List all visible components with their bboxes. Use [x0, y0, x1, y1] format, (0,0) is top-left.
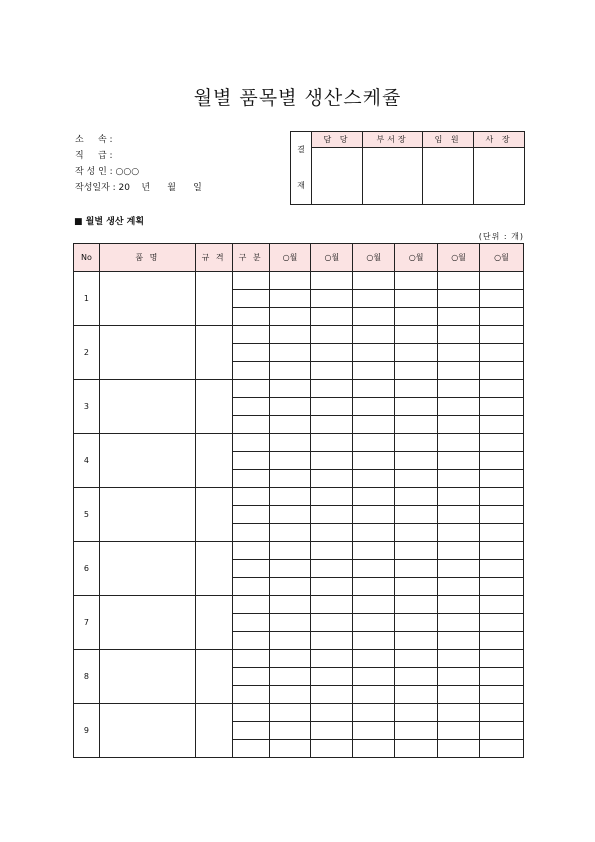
month-value-cell[interactable]	[311, 650, 353, 668]
type-cell[interactable]	[232, 722, 269, 740]
month-value-cell[interactable]	[395, 704, 438, 722]
month-value-cell[interactable]	[395, 434, 438, 452]
item-name-cell[interactable]	[99, 596, 195, 650]
month-value-cell[interactable]	[480, 434, 524, 452]
type-cell[interactable]	[232, 704, 269, 722]
approval-table	[290, 131, 525, 205]
type-cell[interactable]	[232, 686, 269, 704]
section-title: ■ 월별 생산 계획	[74, 217, 145, 227]
spec-cell[interactable]	[195, 596, 232, 650]
approval-sign-box[interactable]	[362, 148, 422, 205]
month-value-cell[interactable]	[311, 308, 353, 326]
month-value-cell[interactable]	[395, 650, 438, 668]
month-value-cell[interactable]	[269, 542, 311, 560]
month-value-cell[interactable]	[438, 560, 480, 578]
month-value-cell[interactable]	[395, 380, 438, 398]
item-name-cell[interactable]	[99, 380, 195, 434]
month-value-cell[interactable]	[269, 398, 311, 416]
table-row	[74, 488, 524, 506]
month-value-cell[interactable]	[353, 380, 395, 398]
approval-sign-box[interactable]	[423, 148, 474, 205]
month-value-cell[interactable]	[311, 740, 353, 758]
month-value-cell[interactable]	[480, 596, 524, 614]
month-value-cell[interactable]	[438, 524, 480, 542]
month-value-cell[interactable]	[395, 290, 438, 308]
month-value-cell[interactable]	[438, 380, 480, 398]
month-value-cell[interactable]	[269, 650, 311, 668]
month-value-cell[interactable]	[311, 578, 353, 596]
month-value-cell[interactable]	[311, 614, 353, 632]
type-cell[interactable]	[232, 344, 269, 362]
type-cell[interactable]	[232, 614, 269, 632]
row-number: 8	[74, 650, 100, 704]
header-type: 구 분	[232, 244, 269, 272]
date-field: 작성일자 : 20 년 월 일	[75, 183, 202, 193]
month-value-cell[interactable]	[480, 578, 524, 596]
item-name-cell[interactable]	[99, 272, 195, 326]
month-value-cell[interactable]	[269, 452, 311, 470]
month-value-cell[interactable]	[269, 668, 311, 686]
row-number: 9	[74, 704, 100, 758]
month-value-cell[interactable]	[353, 560, 395, 578]
table-row	[74, 272, 524, 290]
month-value-cell[interactable]	[395, 686, 438, 704]
month-value-cell[interactable]	[438, 650, 480, 668]
plan-header-row	[74, 244, 524, 272]
header-month: ○월	[353, 244, 395, 272]
month-value-cell[interactable]	[395, 614, 438, 632]
month-value-cell[interactable]	[311, 434, 353, 452]
month-value-cell[interactable]	[269, 308, 311, 326]
month-value-cell[interactable]	[480, 416, 524, 434]
header-spec: 규 격	[195, 244, 232, 272]
row-number: 3	[74, 380, 100, 434]
month-value-cell[interactable]	[353, 398, 395, 416]
month-value-cell[interactable]	[480, 632, 524, 650]
position-field: 직 급 :	[75, 151, 113, 161]
month-value-cell[interactable]	[269, 272, 311, 290]
month-value-cell[interactable]	[353, 434, 395, 452]
month-value-cell[interactable]	[395, 560, 438, 578]
month-value-cell[interactable]	[269, 326, 311, 344]
production-plan-table	[73, 243, 524, 758]
month-value-cell[interactable]	[269, 380, 311, 398]
header-item-name: 품 명	[99, 244, 195, 272]
type-cell[interactable]	[232, 470, 269, 488]
month-value-cell[interactable]	[269, 632, 311, 650]
month-value-cell[interactable]	[311, 416, 353, 434]
month-value-cell[interactable]	[480, 524, 524, 542]
month-value-cell[interactable]	[480, 542, 524, 560]
month-value-cell[interactable]	[395, 452, 438, 470]
month-value-cell[interactable]	[438, 686, 480, 704]
month-value-cell[interactable]	[353, 542, 395, 560]
type-cell[interactable]	[232, 380, 269, 398]
month-value-cell[interactable]	[269, 524, 311, 542]
month-value-cell[interactable]	[395, 524, 438, 542]
type-cell[interactable]	[232, 452, 269, 470]
type-cell[interactable]	[232, 524, 269, 542]
page-title: 월별 품목별 생산스케쥴	[193, 87, 402, 109]
month-value-cell[interactable]	[438, 434, 480, 452]
unit-label: (단위 : 개)	[478, 232, 524, 241]
month-value-cell[interactable]	[438, 722, 480, 740]
month-value-cell[interactable]	[311, 380, 353, 398]
spec-cell[interactable]	[195, 704, 232, 758]
approval-side-top: 결	[297, 145, 305, 154]
row-number: 6	[74, 542, 100, 596]
type-cell[interactable]	[232, 542, 269, 560]
month-value-cell[interactable]	[311, 542, 353, 560]
month-value-cell[interactable]	[311, 524, 353, 542]
month-value-cell[interactable]	[395, 596, 438, 614]
month-value-cell[interactable]	[480, 740, 524, 758]
month-value-cell[interactable]	[353, 596, 395, 614]
month-value-cell[interactable]	[480, 308, 524, 326]
month-value-cell[interactable]	[311, 488, 353, 506]
month-value-cell[interactable]	[269, 434, 311, 452]
month-value-cell[interactable]	[438, 704, 480, 722]
month-value-cell[interactable]	[438, 506, 480, 524]
table-row	[74, 704, 524, 722]
month-value-cell[interactable]	[353, 524, 395, 542]
month-value-cell[interactable]	[438, 488, 480, 506]
month-value-cell[interactable]	[269, 686, 311, 704]
month-value-cell[interactable]	[395, 416, 438, 434]
spec-cell[interactable]	[195, 650, 232, 704]
month-value-cell[interactable]	[480, 722, 524, 740]
author-field: 작 성 인 : ○○○	[75, 167, 140, 177]
month-value-cell[interactable]	[480, 488, 524, 506]
month-value-cell[interactable]	[311, 362, 353, 380]
month-value-cell[interactable]	[480, 326, 524, 344]
month-value-cell[interactable]	[353, 578, 395, 596]
month-value-cell[interactable]	[395, 326, 438, 344]
approval-side-bottom: 재	[297, 181, 305, 190]
header-month: ○월	[269, 244, 311, 272]
table-row	[74, 650, 524, 668]
month-value-cell[interactable]	[438, 416, 480, 434]
type-cell[interactable]	[232, 290, 269, 308]
month-value-cell[interactable]	[269, 704, 311, 722]
header-month: ○월	[480, 244, 524, 272]
item-name-cell[interactable]	[99, 326, 195, 380]
month-value-cell[interactable]	[438, 596, 480, 614]
month-value-cell[interactable]	[480, 686, 524, 704]
type-cell[interactable]	[232, 632, 269, 650]
month-value-cell[interactable]	[438, 308, 480, 326]
month-value-cell[interactable]	[269, 362, 311, 380]
month-value-cell[interactable]	[353, 488, 395, 506]
approval-sign-box[interactable]	[312, 148, 363, 205]
month-value-cell[interactable]	[438, 578, 480, 596]
month-value-cell[interactable]	[353, 740, 395, 758]
spec-cell[interactable]	[195, 542, 232, 596]
item-name-cell[interactable]	[99, 434, 195, 488]
month-value-cell[interactable]	[353, 668, 395, 686]
month-value-cell[interactable]	[395, 488, 438, 506]
month-value-cell[interactable]	[438, 272, 480, 290]
month-value-cell[interactable]	[311, 344, 353, 362]
month-value-cell[interactable]	[353, 290, 395, 308]
month-value-cell[interactable]	[480, 398, 524, 416]
month-value-cell[interactable]	[480, 344, 524, 362]
month-value-cell[interactable]	[395, 542, 438, 560]
month-value-cell[interactable]	[438, 632, 480, 650]
type-cell[interactable]	[232, 272, 269, 290]
type-cell[interactable]	[232, 362, 269, 380]
type-cell[interactable]	[232, 596, 269, 614]
month-value-cell[interactable]	[480, 362, 524, 380]
type-cell[interactable]	[232, 398, 269, 416]
month-value-cell[interactable]	[269, 290, 311, 308]
type-cell[interactable]	[232, 326, 269, 344]
month-value-cell[interactable]	[353, 632, 395, 650]
item-name-cell[interactable]	[99, 650, 195, 704]
type-cell[interactable]	[232, 434, 269, 452]
spec-cell[interactable]	[195, 380, 232, 434]
month-value-cell[interactable]	[353, 272, 395, 290]
month-value-cell[interactable]	[311, 272, 353, 290]
month-value-cell[interactable]	[480, 560, 524, 578]
month-value-cell[interactable]	[311, 452, 353, 470]
row-number: 2	[74, 326, 100, 380]
table-row	[74, 596, 524, 614]
type-cell[interactable]	[232, 416, 269, 434]
month-value-cell[interactable]	[269, 344, 311, 362]
month-value-cell[interactable]	[395, 578, 438, 596]
spec-cell[interactable]	[195, 434, 232, 488]
month-value-cell[interactable]	[395, 632, 438, 650]
month-value-cell[interactable]	[438, 542, 480, 560]
month-value-cell[interactable]	[269, 470, 311, 488]
month-value-cell[interactable]	[395, 740, 438, 758]
month-value-cell[interactable]	[438, 344, 480, 362]
month-value-cell[interactable]	[311, 596, 353, 614]
month-value-cell[interactable]	[353, 326, 395, 344]
month-value-cell[interactable]	[269, 722, 311, 740]
table-row	[74, 542, 524, 560]
month-value-cell[interactable]	[311, 326, 353, 344]
month-value-cell[interactable]	[395, 362, 438, 380]
month-value-cell[interactable]	[480, 668, 524, 686]
month-value-cell[interactable]	[480, 650, 524, 668]
month-value-cell[interactable]	[480, 380, 524, 398]
type-cell[interactable]	[232, 740, 269, 758]
month-value-cell[interactable]	[438, 470, 480, 488]
approval-role: 담 당	[312, 132, 363, 148]
month-value-cell[interactable]	[480, 452, 524, 470]
month-value-cell[interactable]	[480, 272, 524, 290]
month-value-cell[interactable]	[311, 722, 353, 740]
month-value-cell[interactable]	[395, 272, 438, 290]
approval-sign-box[interactable]	[474, 148, 525, 205]
month-value-cell[interactable]	[353, 722, 395, 740]
month-value-cell[interactable]	[438, 668, 480, 686]
month-value-cell[interactable]	[438, 452, 480, 470]
header-month: ○월	[438, 244, 480, 272]
type-cell[interactable]	[232, 308, 269, 326]
approval-role: 부서장	[362, 132, 422, 148]
dept-field: 소 속 :	[75, 135, 113, 145]
month-value-cell[interactable]	[311, 686, 353, 704]
approval-role: 사 장	[474, 132, 525, 148]
row-number: 5	[74, 488, 100, 542]
row-number: 7	[74, 596, 100, 650]
month-value-cell[interactable]	[395, 398, 438, 416]
item-name-cell[interactable]	[99, 542, 195, 596]
month-value-cell[interactable]	[353, 506, 395, 524]
month-value-cell[interactable]	[395, 506, 438, 524]
month-value-cell[interactable]	[480, 290, 524, 308]
table-row	[74, 380, 524, 398]
month-value-cell[interactable]	[438, 326, 480, 344]
month-value-cell[interactable]	[311, 632, 353, 650]
month-value-cell[interactable]	[395, 344, 438, 362]
month-value-cell[interactable]	[311, 470, 353, 488]
month-value-cell[interactable]	[353, 704, 395, 722]
month-value-cell[interactable]	[311, 560, 353, 578]
month-value-cell[interactable]	[438, 362, 480, 380]
month-value-cell[interactable]	[353, 686, 395, 704]
month-value-cell[interactable]	[311, 506, 353, 524]
month-value-cell[interactable]	[353, 344, 395, 362]
type-cell[interactable]	[232, 488, 269, 506]
month-value-cell[interactable]	[311, 668, 353, 686]
month-value-cell[interactable]	[269, 506, 311, 524]
month-value-cell[interactable]	[480, 470, 524, 488]
month-value-cell[interactable]	[269, 614, 311, 632]
header-month: ○월	[311, 244, 353, 272]
month-value-cell[interactable]	[269, 560, 311, 578]
spec-cell[interactable]	[195, 272, 232, 326]
month-value-cell[interactable]	[438, 398, 480, 416]
month-value-cell[interactable]	[395, 470, 438, 488]
approval-side-label	[291, 132, 312, 205]
month-value-cell[interactable]	[480, 506, 524, 524]
month-value-cell[interactable]	[353, 308, 395, 326]
header-no: No	[74, 244, 100, 272]
author-info	[75, 132, 202, 196]
month-value-cell[interactable]	[395, 308, 438, 326]
month-value-cell[interactable]	[269, 578, 311, 596]
month-value-cell[interactable]	[353, 362, 395, 380]
table-row	[74, 434, 524, 452]
type-cell[interactable]	[232, 560, 269, 578]
month-value-cell[interactable]	[269, 740, 311, 758]
month-value-cell[interactable]	[438, 740, 480, 758]
month-value-cell[interactable]	[395, 668, 438, 686]
type-cell[interactable]	[232, 668, 269, 686]
month-value-cell[interactable]	[353, 650, 395, 668]
item-name-cell[interactable]	[99, 704, 195, 758]
month-value-cell[interactable]	[353, 470, 395, 488]
month-value-cell[interactable]	[269, 596, 311, 614]
month-value-cell[interactable]	[438, 290, 480, 308]
month-value-cell[interactable]	[311, 704, 353, 722]
month-value-cell[interactable]	[311, 398, 353, 416]
month-value-cell[interactable]	[438, 614, 480, 632]
type-cell[interactable]	[232, 650, 269, 668]
month-value-cell[interactable]	[353, 416, 395, 434]
month-value-cell[interactable]	[311, 290, 353, 308]
month-value-cell[interactable]	[353, 614, 395, 632]
row-number: 1	[74, 272, 100, 326]
month-value-cell[interactable]	[353, 452, 395, 470]
spec-cell[interactable]	[195, 488, 232, 542]
month-value-cell[interactable]	[269, 488, 311, 506]
type-cell[interactable]	[232, 506, 269, 524]
row-number: 4	[74, 434, 100, 488]
type-cell[interactable]	[232, 578, 269, 596]
month-value-cell[interactable]	[480, 614, 524, 632]
approval-role: 임 원	[423, 132, 474, 148]
month-value-cell[interactable]	[269, 416, 311, 434]
spec-cell[interactable]	[195, 326, 232, 380]
header-month: ○월	[395, 244, 438, 272]
month-value-cell[interactable]	[395, 722, 438, 740]
table-row	[74, 326, 524, 344]
item-name-cell[interactable]	[99, 488, 195, 542]
month-value-cell[interactable]	[480, 704, 524, 722]
